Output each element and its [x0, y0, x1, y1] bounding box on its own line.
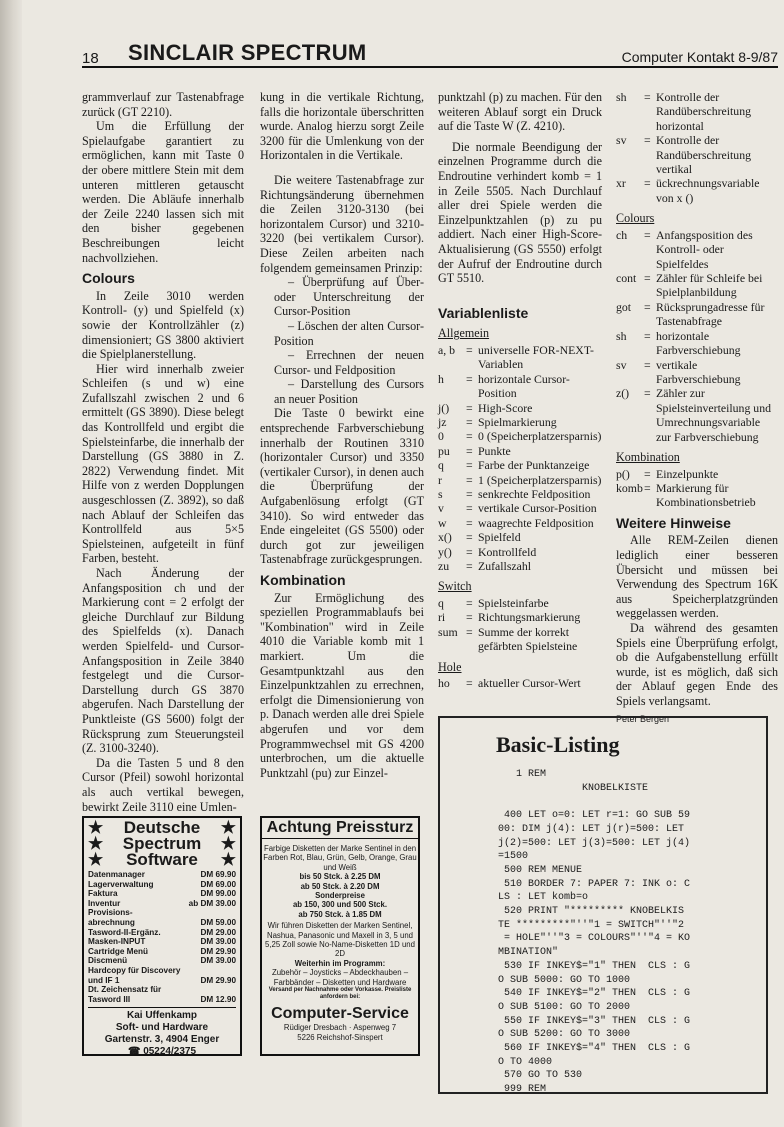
subsection-kombination: Kombination: [616, 449, 680, 464]
equals-sign: =: [466, 472, 473, 487]
advertisement-preissturz: [260, 816, 420, 1056]
variable-list-switch: [438, 596, 602, 654]
ad-company: Computer-Service: [271, 1005, 409, 1023]
variable-description: Spielsteinfarbe: [478, 596, 549, 610]
product-price: DM 29.90: [200, 975, 236, 985]
equals-sign: =: [644, 480, 651, 495]
ad-price-row: [88, 976, 236, 986]
variable-description: Spielmarkierung: [478, 414, 557, 429]
subsection-colours: Colours: [616, 211, 655, 226]
variable-row: [438, 596, 602, 610]
ad-company: Kai Uffenkamp: [126, 1010, 197, 1022]
variable-row: [616, 481, 778, 510]
variable-name: ri: [438, 610, 446, 625]
variable-description: aktueller Cursor-Wert: [478, 676, 581, 691]
ad-title: Achtung Preissturz: [262, 818, 418, 839]
paragraph: In Zeile 3010 werden Kontroll- (y) und Spielfeld (x) sowie der Kontrollzähler (z) dimensioniert; GS 3800 aktiviert die Spielplanerstellung.: [82, 288, 244, 362]
equals-sign: =: [644, 176, 651, 191]
page-number: 18: [82, 50, 99, 67]
product-price: DM 39.00: [200, 956, 236, 966]
paragraph: kung in die vertikale Richtung, falls die horizontale überschritten wurde. Analog hierzu sorgt Zeile 3200 für die Umlenkung von der Horizontalen in die Vertikale.: [260, 90, 424, 163]
equals-sign: =: [466, 544, 473, 559]
magazine-issue: Computer Kontakt 8-9/87: [621, 49, 778, 65]
product-price: DM 29.00: [200, 927, 236, 937]
product-price: DM 69.00: [200, 879, 236, 889]
variable-description: 1 (Speicherplatzersparnis): [478, 472, 602, 487]
column-1: [82, 90, 244, 814]
variable-row: [616, 300, 778, 329]
equals-sign: =: [466, 676, 473, 691]
equals-sign: =: [644, 328, 651, 343]
ad-price-row: [88, 899, 236, 909]
variable-row: [438, 401, 602, 415]
subheading-weitere-hinweise: Weitere Hinweise: [616, 514, 731, 531]
variable-description: vertikale Farbverschiebung: [656, 357, 741, 386]
variable-name: j(): [438, 400, 450, 415]
variable-name: pu: [438, 443, 450, 458]
variable-description: Summe der korrekt gefärbten Spielsteine: [478, 624, 578, 654]
ad-address: 5226 Reichshof-Sinspert: [297, 1032, 383, 1042]
variable-list-colours: [616, 228, 778, 444]
equals-sign: =: [466, 610, 473, 625]
variable-row: [438, 545, 602, 559]
variable-name: sh: [616, 328, 627, 343]
equals-sign: =: [466, 458, 473, 473]
variable-description: 0 (Speicherplatzersparnis): [478, 429, 602, 444]
ad-price-row: [88, 937, 236, 947]
variable-description: High-Score: [478, 400, 533, 415]
author-name: Peter Bergen: [616, 714, 670, 725]
product-price: ab DM 39.00: [188, 898, 236, 908]
equals-sign: =: [644, 386, 651, 401]
star-icon: ★: [88, 834, 104, 853]
paragraph: Da während des gesamten Spiels eine Überprüfung erfolgt, ob die Aufgabenstellung erfüllt wurde, ist es möglich, daß sich der Ablauf gegen Ende des Spiels verlangsamt.: [616, 620, 778, 708]
ad-text: Versand per Nachnahme oder Vorkasse. Preisliste anfordern bei:: [268, 987, 412, 1001]
variable-name: r: [438, 472, 442, 487]
variable-row: [438, 372, 602, 401]
subsection-hole: Hole: [438, 659, 462, 674]
variable-row: [616, 228, 778, 271]
variable-description: Einzelpunkte: [656, 466, 719, 481]
ad-company-tagline: Soft- und Hardware: [115, 1022, 209, 1034]
variable-description: Punkte: [478, 443, 511, 458]
column-3: [438, 90, 602, 691]
ad-text: Zubehör – Joysticks – Abdeckhauben – Farbbänder – Disketten und Hardware: [271, 968, 409, 987]
subheading-colours: Colours: [82, 270, 135, 287]
variable-name: x(): [438, 530, 452, 545]
ad-price-row: [88, 918, 236, 928]
equals-sign: =: [644, 271, 651, 286]
ad-price-row: [88, 995, 236, 1005]
variable-name: q: [438, 458, 444, 473]
ad-price-row: [88, 985, 236, 995]
equals-sign: =: [644, 90, 651, 104]
variable-row: [438, 516, 602, 530]
equals-sign: =: [466, 559, 473, 573]
ad-heading: Software: [126, 850, 198, 869]
variable-description: Kontrolle der Randüberschreitung horizontal: [656, 90, 752, 133]
product-name: Cartridge Menü: [88, 946, 149, 956]
page-header: [82, 40, 778, 68]
variable-name: ch: [616, 227, 628, 242]
equals-sign: =: [644, 466, 651, 481]
variable-list-allgemein: [438, 343, 602, 574]
equals-sign: =: [644, 133, 651, 148]
variable-row: [438, 444, 602, 458]
subsection-allgemein: Allgemein: [438, 326, 490, 341]
bullet-item: – Löschen der alten Cursor-Position: [274, 318, 424, 348]
equals-sign: =: [466, 414, 473, 429]
equals-sign: =: [466, 530, 473, 545]
product-name: Datenmanager: [88, 870, 145, 879]
product-price: DM 59.00: [200, 917, 236, 927]
product-name: Dt. Zeichensatz für: [88, 985, 162, 995]
basic-code-listing: 1 REM KNOBELKISTE 400 LET o=0: LET r=1: GO SUB 59 00: DIM j(4): LET j(r)=500: LET j(2)=500: LET j(3)=500: LET j(4) =1500 500 REM MENUE 510 BORDER 7: PAPER 7: INK o: C LS : LET komb=o 520 PRINT "********* KNOBELKIS TE *********"''"1 = SWITCH"''"2 = HOLE"''"3 = COLOURS"''"4 = KO MBINATION" 530 IF INKEY$="1" THEN CLS : G O SUB 5000: GO TO 1000 540 IF INKEY$="2" THEN CLS : G O SUB 5100: GO TO 2000 550 IF INKEY$="3" THEN CLS : G O SUB 5200: GO TO 3000 560 IF INKEY$="4" THEN CLS : G O TO 4000 570 GO TO 530 999 REM: [498, 769, 691, 1096]
equals-sign: =: [644, 227, 651, 242]
ad-price-row: [88, 966, 236, 976]
variable-list-hole-continued: [616, 90, 778, 205]
variable-name: ho: [438, 676, 450, 691]
variable-name: v: [438, 501, 444, 516]
ad-address: Gartenstr. 3, 4904 Enger: [104, 1034, 220, 1046]
variable-description: Spielfeld: [478, 530, 521, 545]
variable-name: sv: [616, 133, 627, 148]
product-name: Tasword III: [88, 994, 131, 1004]
variable-description: Kontrolle der Randüberschreitung vertikal: [656, 133, 752, 177]
paragraph: Die normale Beendigung der einzelnen Programme durch die Endroutine verhindert komb = 1 in Zeile 5505. Nach Durchlauf aller drei Spiele werden die Einzelpunktzahlen (p) zu pu addiert. Nach einer High-Score-Aktualisierung (GS 5550) erfolgt der Aufruf der Endroutine durch GT 5510.: [438, 139, 602, 286]
variable-row: [616, 329, 778, 358]
variable-row: [438, 676, 602, 690]
paragraph: Nach Änderung der Anfangsposition ch und der Markierung cont = 2 erfolgt der gleiche Durchlauf zur Bildung des Spielfelds (x). Danach werden Spielfeld- und Cursor-Anfangsposition in Zeile 3840 festgelegt und die Cursor-Darstellung durch GS 3870 abgerufen. Nach Darstellung der Punktleiste (GS 5600) folgt der Rücksprung zum Steuerungsteil (Z. 3100-3240).: [82, 566, 244, 756]
variable-row: [616, 90, 778, 133]
product-name: Inventur: [88, 898, 121, 908]
equals-sign: =: [466, 486, 473, 501]
subsection-switch: Switch: [438, 579, 472, 594]
ad-price-row: [88, 870, 236, 880]
star-icon: ★: [88, 850, 104, 869]
ad-heading: Deutsche: [123, 818, 201, 837]
ad-price-row: [88, 889, 236, 899]
variable-row: [438, 429, 602, 443]
product-name: Masken-INPUT: [88, 937, 146, 947]
ad-price-list: [88, 870, 236, 1004]
variable-row: [438, 458, 602, 472]
advertisement-deutsche-spectrum-software: [82, 816, 242, 1056]
ad-price-row: [88, 947, 236, 957]
column-4: [616, 90, 778, 727]
basic-listing-title: Basic-Listing: [496, 732, 620, 757]
equals-sign: =: [466, 429, 473, 444]
variable-row: [438, 343, 602, 372]
variable-name: xr: [616, 176, 626, 191]
variable-description: Farbe der Punktanzeige: [478, 458, 590, 473]
ad-heading-line: [88, 852, 236, 868]
variable-description: Rücksprungadresse für Tastenabfrage: [656, 299, 765, 329]
variable-row: [616, 133, 778, 176]
header-title: SINCLAIR SPECTRUM: [128, 40, 367, 65]
equals-sign: =: [466, 596, 473, 610]
variable-description: Richtungsmarkierung: [478, 610, 581, 625]
product-price: DM 99.00: [200, 889, 236, 899]
product-price: DM 12.90: [200, 994, 236, 1004]
variable-description: Markierung für Kombinationsbetrieb: [656, 480, 756, 510]
variable-description: horizontale Cursor-Position: [478, 371, 570, 401]
star-icon: ★: [220, 818, 236, 837]
variable-list-kombination: [616, 467, 778, 510]
variable-description: Zufallszahl: [478, 559, 532, 573]
ad-phone: ☎ 05224/2375: [127, 1046, 197, 1058]
paragraph: Hier wird innerhalb zweier Schleifen (s und w) eine Zufallszahl zwischen 2 und 6 ermittelt (GS 3890). Diese belegt das Kontrollfeld und ergibt die Spielsteinfarbe, die innerhalb der Darstellung (GS 3880 in Z. 2822) Verwendung findet. Mit Hilfe von z werden Dopplungen ausgeschlossen (Z. 3892), so daß nach Ablauf der Schleifen das Kontrollfeld aus 5×5 Spielsteinen, aufgeteilt in fünf Farben, besteht.: [82, 361, 244, 566]
product-name: Lagerverwaltung: [88, 879, 154, 889]
product-name: Provisions-: [88, 908, 133, 918]
variable-row: [438, 473, 602, 487]
ad-heading: Spectrum: [122, 834, 202, 853]
ad-price-row: [88, 908, 236, 918]
variable-name: h: [438, 371, 444, 386]
ad-price: ab 750 Stck. à 1.85 DM: [298, 909, 382, 919]
equals-sign: =: [644, 357, 651, 372]
variable-name: zu: [438, 559, 450, 573]
paragraph: punktzahl (p) zu machen. Für den weiteren Ablauf sorgt ein Druck auf die Taste W (Z. 4210).: [438, 90, 602, 134]
equals-sign: =: [466, 371, 473, 386]
product-price: DM 69.90: [200, 870, 236, 879]
variable-description: Zähler zur Spielsteinverteilung und Umrechnungsvariable zur Farbverschiebung: [656, 386, 772, 444]
bullet-item: – Darstellung des Cursors an neuer Position: [274, 377, 424, 406]
ad-address: Rüdiger Dresbach · Aspenweg 7: [283, 1023, 397, 1033]
variable-description: waagrechte Feldposition: [478, 515, 594, 530]
star-icon: ★: [88, 818, 104, 837]
ad-price-row: [88, 928, 236, 938]
variable-description: ückrechnungsvariable von x (): [656, 176, 760, 205]
variable-row: [438, 559, 602, 573]
variable-row: [438, 610, 602, 624]
bullet-item: – Errechnen der neuen Cursor- und Feldposition: [274, 348, 424, 377]
subheading-kombination: Kombination: [260, 572, 346, 588]
paragraph: Alle REM-Zeilen dienen lediglich einer besseren Übersicht und müssen bei Verwendung des Spectrum 16K aus Speicherplatzgründen weggelassen werden.: [616, 533, 778, 621]
ad-text: Wir führen Disketten der Marken Sentinel, Nashua, Panasonic und Maxell in 3, 5 und 5,25 Zoll sowie No-Name-Disketten 1D und 2D: [265, 921, 415, 959]
variable-name: komb: [616, 480, 643, 495]
equals-sign: =: [466, 515, 473, 530]
variable-row: [438, 625, 602, 654]
variable-name: z(): [616, 386, 630, 401]
variable-row: [438, 415, 602, 429]
paragraph: Die weitere Tastenabfrage zur Richtungsänderung übernehmen die Zeilen 3120-3130 (bei horizontalem Cursor) und 3210-3220 (bei vertikalem Cursor). Diese Zeilen arbeiten nach folgendem gemeinsamen Prinzip:: [260, 172, 424, 275]
product-name: Tasword-II-Ergänz.: [88, 927, 161, 937]
product-name: Discmenü: [88, 956, 128, 966]
variable-name: sv: [616, 357, 627, 372]
variable-name: y(): [438, 544, 452, 559]
product-name: und IF 1: [88, 975, 120, 985]
paragraph: Zur Ermöglichung des speziellen Programmablaufs bei "Kombination" wird in Zeile 4010 die Variable komb mit 1 markiert. Um die Gesamtpunktzahl aus den Einzelpunktzahlen zu errechnen, erfolgt die Dimensionierung von p. Danach werden alle drei Spiele abgerufen und vor dem Programmwechsel mit GS 4200 unterbrochen, um die aktuelle Punktzahl (pu) zur Einzel-: [260, 590, 424, 780]
variable-row: [616, 271, 778, 300]
product-price: DM 39.00: [200, 937, 236, 947]
variable-description: Zähler für Schleife bei Spielplanbildung: [656, 271, 763, 300]
equals-sign: =: [644, 299, 651, 314]
variable-row: [616, 467, 778, 481]
variable-name: 0: [438, 429, 444, 444]
variable-name: sh: [616, 90, 627, 104]
ad-price-row: [88, 956, 236, 966]
basic-listing-box: [438, 716, 768, 1094]
variable-row: [616, 386, 778, 444]
variable-name: jz: [438, 414, 447, 429]
column-2: [260, 90, 424, 780]
equals-sign: =: [466, 342, 473, 357]
variable-name: got: [616, 299, 632, 314]
ad-footer: [88, 1007, 236, 1058]
equals-sign: =: [466, 443, 473, 458]
variable-description: vertikale Cursor-Position: [478, 501, 597, 516]
ad-text: ab 150, 300 und 500 Stck.: [292, 900, 388, 910]
product-name: abrechnung: [88, 917, 135, 927]
variable-name: a, b: [438, 342, 456, 357]
ad-price: bis 50 Stck. à 2.25 DM: [299, 872, 381, 882]
variable-description: universelle FOR-NEXT-Variablen: [478, 342, 594, 372]
variable-description: Anfangsposition des Kontroll- oder Spielfeldes: [656, 227, 753, 271]
variable-row: [616, 358, 778, 387]
subheading-variablenliste: Variablenliste: [438, 304, 529, 321]
paragraph: Die Taste 0 bewirkt eine entsprechende Farbverschiebung innerhalb der Routinen 3310 (horizontaler Cursor) und 3350 (vertikaler Cursor), in denen auch die Überprüfung der Aufgabenlösung erfolgt (GT 3410). So wird entweder das Ende eingeleitet (GS 5500) oder durch got zur jeweiligen Tastenabfrage zurückgesprungen.: [260, 406, 424, 567]
variable-row: [438, 501, 602, 515]
page-binding-edge: [0, 0, 22, 1127]
variable-description: horizontale Farbverschiebung: [656, 328, 741, 358]
variable-name: p(): [616, 466, 630, 481]
paragraph: Um die Erfüllung der Spielaufgabe garantiert zu ermöglichen, kann mit Taste 0 der obere mittlere Stein mit dem unteren mittleren getauscht werden. Die Abläufe innerhalb der Zeile 2240 lassen sich mit den bisher gegebenen Beschreibungen leicht nachvollziehen.: [82, 119, 244, 265]
product-name: Faktura: [88, 889, 118, 899]
variable-description: senkrechte Feldposition: [478, 486, 591, 501]
variable-row: [438, 487, 602, 501]
equals-sign: =: [466, 501, 473, 516]
star-icon: ★: [220, 834, 236, 853]
ad-price-row: [88, 880, 236, 890]
equals-sign: =: [466, 400, 473, 415]
product-name: Hardcopy für Discovery: [88, 965, 181, 975]
paragraph: Da die Tasten 5 und 8 den Cursor (Pfeil) sowohl horizontal als auch vertikal bewegen, bewirkt Zeile 3110 eine Umlen-: [82, 755, 244, 814]
variable-name: cont: [616, 271, 637, 286]
variable-row: [616, 176, 778, 205]
product-price: DM 29.90: [200, 946, 236, 956]
ad-text: Weiterhin im Programm:: [294, 958, 386, 968]
bullet-item: – Überprüfung auf Über- oder Unterschreitung der Cursor-Position: [274, 275, 424, 319]
variable-name: sum: [438, 624, 458, 639]
ad-text: Sonderpreise: [315, 891, 365, 901]
variable-name: s: [438, 486, 443, 501]
variable-description: Kontrollfeld: [478, 544, 537, 559]
variable-name: w: [438, 515, 447, 530]
equals-sign: =: [466, 624, 473, 639]
star-icon: ★: [220, 850, 236, 869]
variable-row: [438, 530, 602, 544]
paragraph: grammverlauf zur Tastenabfrage zurück (GT 2210).: [82, 90, 244, 119]
variable-name: q: [438, 596, 444, 610]
ad-text: Farbige Disketten der Marke Sentinel in den Farben Rot, Blau, Grün, Gelb, Orange, Grau und Weiß: [263, 844, 417, 872]
variable-list-hole: [438, 676, 602, 690]
ad-price: ab 50 Stck. à 2.20 DM: [300, 881, 380, 891]
